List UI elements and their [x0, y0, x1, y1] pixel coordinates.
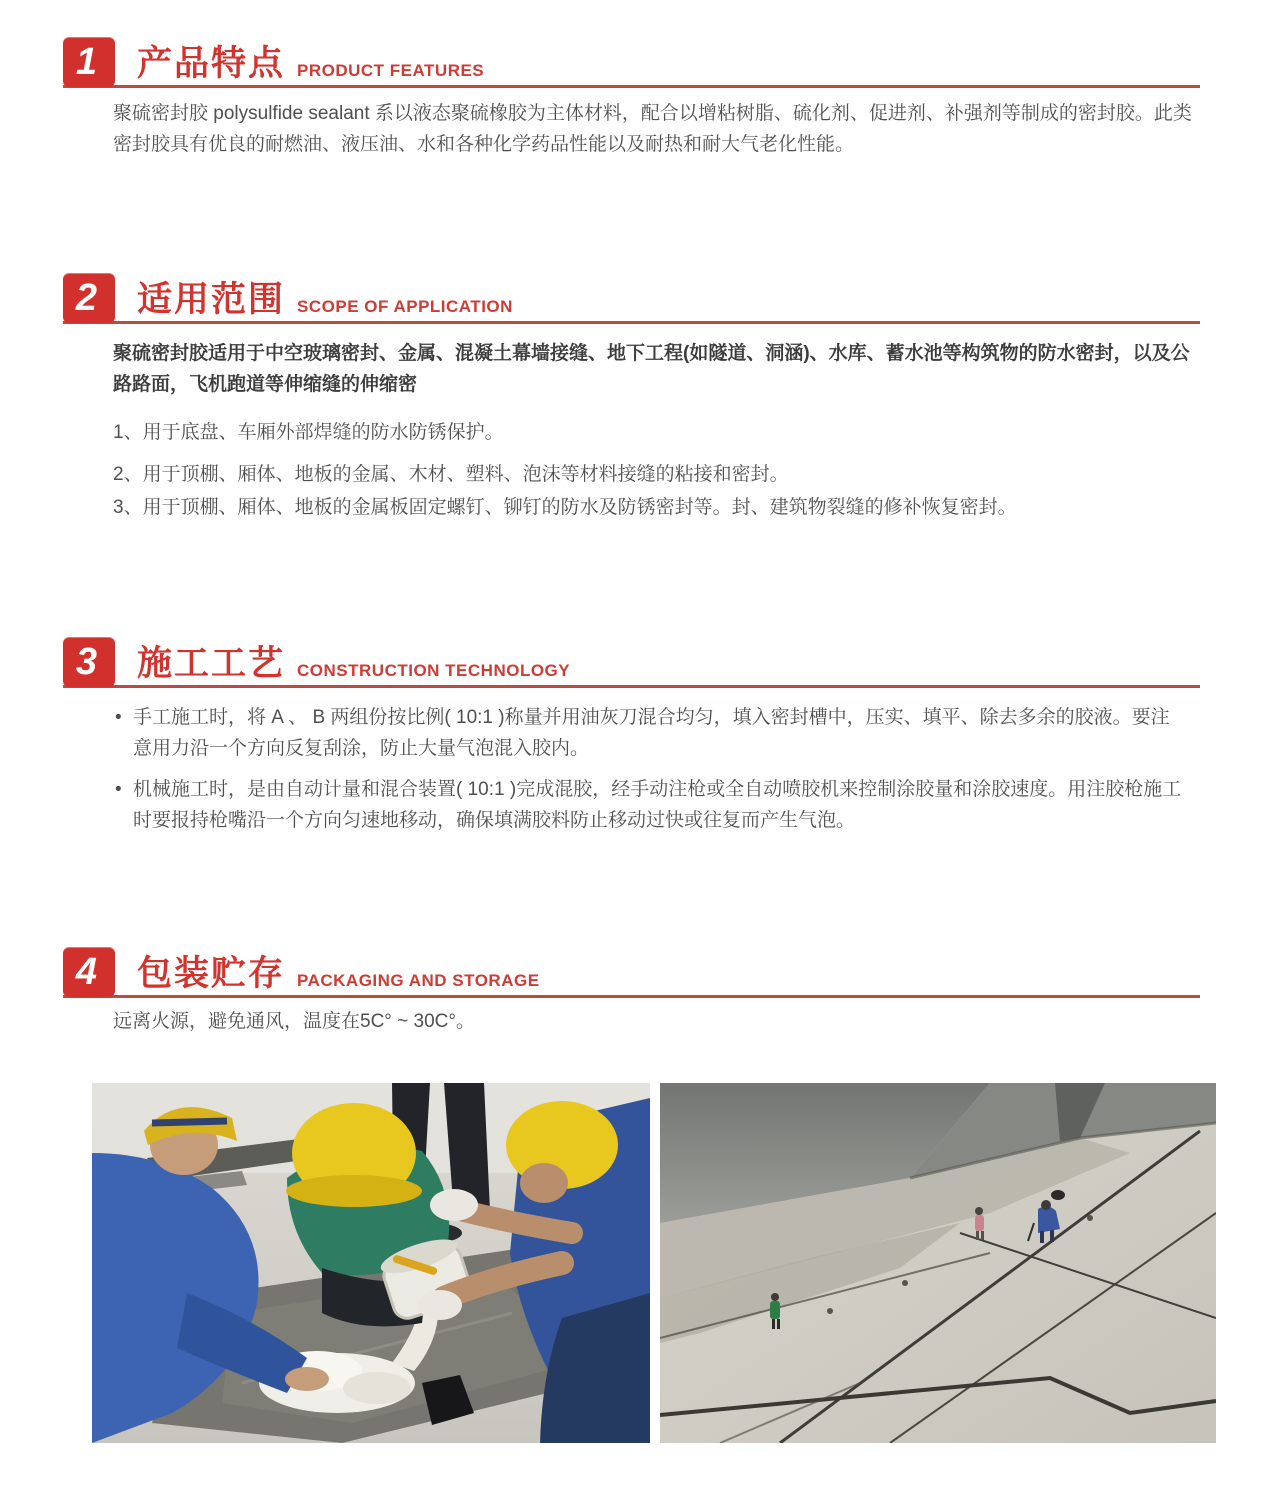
bullet-dot-icon: •	[115, 779, 122, 800]
section-1-header	[63, 36, 1200, 88]
construction-bullet-2-text: 机械施工时，是由自动计量和混合装置( 10:1 )完成混胶，经手动注枪或全自动喷胶机来控制涂胶量和涂胶速度。用注胶枪施工时要报持枪嘴沿一个方向匀速地移动，确保填满胶料防止移动过快或往复而产生气泡。	[133, 779, 1182, 831]
section-3-header	[63, 636, 1200, 688]
bullet-dot-icon: •	[115, 707, 122, 728]
concrete-slope-joint-sealing-photo	[660, 1083, 1216, 1443]
section-1-body	[63, 98, 1193, 160]
section-scope-of-application	[63, 272, 1200, 324]
section-2-title-zh: 适用范围	[137, 280, 286, 319]
section-packaging-storage	[63, 946, 1200, 998]
construction-bullet-1-text: 手工施工时，将 A 、 B 两组份按比例( 10:1 )称量并用油灰刀混合均匀，填入密封槽中，压实、填平、除去多余的胶液。要注意用力沿一个方向反复刮涂，防止大量气泡混入胶内。	[133, 707, 1170, 759]
section-2-number-badge: 2	[63, 273, 115, 323]
section-3-body	[63, 702, 1188, 836]
construction-bullet-1	[115, 702, 1188, 764]
workers-mixing-sealant-illustration	[92, 1083, 650, 1443]
section-1-title-en: PRODUCT FEATURES	[297, 61, 485, 80]
workers-mixing-sealant-photo	[92, 1083, 650, 1443]
concrete-slope-illustration	[660, 1083, 1216, 1443]
section-4-number-badge: 4	[63, 947, 115, 997]
construction-bullet-2	[115, 774, 1188, 836]
section-product-features	[63, 36, 1200, 88]
section-construction-technology	[63, 636, 1200, 688]
scope-list-item-3: 3、用于顶棚、厢体、地板的金属板固定螺钉、铆钉的防水及防锈密封等。封、建筑物裂缝的修补恢复密封。	[113, 497, 1017, 518]
section-3-number-badge: 3	[63, 637, 115, 687]
scope-list-item-1: 1、用于底盘、车厢外部焊缝的防水防锈保护。	[113, 422, 504, 443]
section-4-header	[63, 946, 1200, 998]
section-4-title-en: PACKAGING AND STORAGE	[297, 971, 540, 990]
section-4-title-zh: 包装贮存	[137, 954, 286, 993]
section-2-body	[63, 338, 1193, 523]
section-2-title-en: SCOPE OF APPLICATION	[297, 297, 513, 316]
section-3-title-zh: 施工工艺	[137, 644, 286, 683]
storage-note: 远离火源，避免通风，温度在5C° ~ 30C°。	[113, 1011, 475, 1032]
scope-lead-paragraph: 聚硫密封胶适用于中空玻璃密封、金属、混凝土幕墙接缝、地下工程(如隧道、洞涵)、水库、蓄水池等构筑物的防水密封，以及公路路面，飞机跑道等伸缩缝的伸缩密	[113, 343, 1190, 395]
section-3-title-en: CONSTRUCTION TECHNOLOGY	[297, 661, 571, 680]
section-1-title-zh: 产品特点	[137, 44, 286, 83]
section-4-body	[63, 1006, 1193, 1037]
scope-list-item-2: 2、用于顶棚、厢体、地板的金属、木材、塑料、泡沫等材料接缝的粘接和密封。	[113, 464, 789, 485]
photo-row	[92, 1083, 1216, 1443]
section-2-header	[63, 272, 1200, 324]
section-1-number-badge: 1	[63, 37, 115, 87]
product-features-paragraph: 聚硫密封胶 polysulfide sealant 系以液态聚硫橡胶为主体材料，配合以增粘树脂、硫化剂、促进剂、补强剂等制成的密封胶。此类密封胶具有优良的耐燃油、液压油、水和各种化学药品性能以及耐热和耐大气老化性能。	[113, 103, 1192, 155]
